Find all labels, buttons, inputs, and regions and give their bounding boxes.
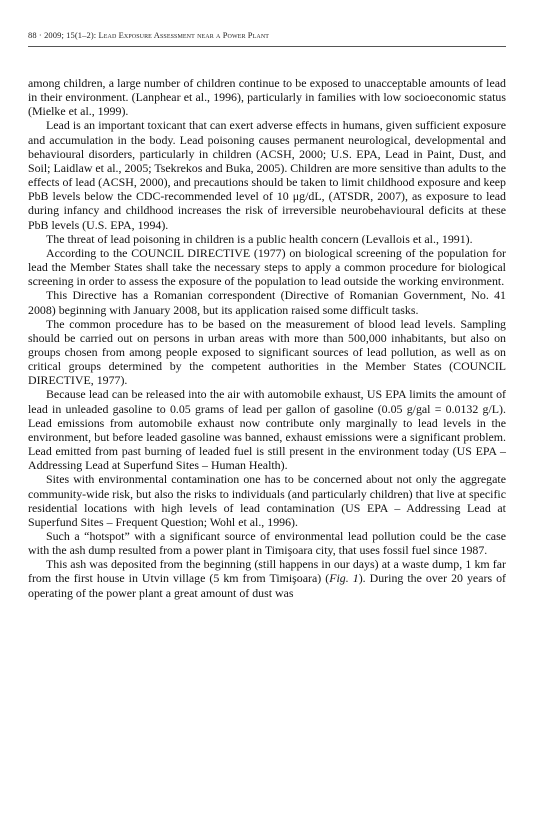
paragraph: According to the COUNCIL DIRECTIVE (1977) on biological screening of the population for lead the Member States shall take the necessary steps to apply a common procedure for biological screening in order to assess the exposure of the population to lead outside the working environment. [28,245,506,289]
running-title: Lead Exposure Assessment near a Power Plant [98,30,270,40]
paragraph-last [28,557,506,599]
paragraph: This Directive has a Romanian correspondent (Directive of Romanian Government, No. 41 2008) beginning with January 2008, but its application raised some difficult tasks. [28,288,506,317]
page-info: 88 · 2009; 15(1–2): [28,30,99,40]
running-head [28,30,508,40]
header-rule [28,46,506,47]
paragraph: The threat of lead poisoning in children is a public health concern (Levallois et al., 1991). [46,231,473,246]
paragraph: Because lead can be released into the air with automobile exhaust, US EPA limits the amount of lead in unleaded gasoline to 0.05 grams of lead per gallon of gasoline (0.05 g/gal = 0.0132 g/L). Lead emissions from automobile exhaust now contribute only marginally to lead levels in the environment, but before leaded gasoline was banned, exhaust emissions were a significant problem. Lead emitted from past burning of leaded fuel is still present in the environment today (US EPA – Addressing Lead at Superfund Sites – Human Health). [28,387,506,473]
paragraph: Lead is an important toxicant that can exert adverse effects in humans, given sufficient exposure and accumulation in the body. Lead poisoning causes permanent neurological, developmental and behavioural disorders, particularly in children (ACSH, 2000; U.S. EPA, Lead in Paint, Dust, and Soil; Laidlaw et al., 2005; Tsekrekos and Buka, 2005). Children are more sensitive than adults to the effects of lead (ACSH, 2000), and precautions should be taken to limit childhood exposure and keep PbB levels below the CDC-recommended level of 10 μg/dL, (ATSDR, 2007), as exposure to lead during infancy and childhood increases the risk of irreversible neurobehavioural deficits at these PbB levels (U.S. EPA, 1994). [28,118,506,232]
article-body [28,76,506,600]
paragraph: Such a “hotspot” with a significant source of environmental lead pollution could be the case with the ash dump resulted from a power plant in Timişoara city, that uses fossil fuel since 1987. [28,529,506,558]
paragraph-text: This ash was deposited from the beginning (still happens in our days) at a waste dump, 1 km far from the first house in Utvin village (5 km from Timişoara) ( [28,557,506,586]
figure-reference[interactable]: Fig. 1 [329,571,359,586]
paragraph: among children, a large number of children continue to be exposed to unacceptable amounts of lead in their environment. (Lanphear et al., 1996), particularly in families with low socioeconomic status (Mielke et al., 1999). [28,76,506,119]
paragraph: The common procedure has to be based on the measurement of blood lead levels. Sampling should be carried out on persons in urban areas with more than 500,000 inhabitants, but also on groups chosen from among people exposed to significant sources of lead pollution, as well as on critical groups determined by the competent authorities in the Member States (COUNCIL DIRECTIVE, 1977). [28,316,506,388]
paragraph: Sites with environmental contamination one has to be concerned about not only the aggregate community-wide risk, but also the risks to individuals (and particularly children) that live at specific residential locations with high levels of lead contamination (US EPA – Addressing Lead at Superfund Sites – Frequent Question; Wohl et al., 1996). [28,472,506,529]
paragraph-text-continued: ). During the over 20 years of operating of the power plant a great amount of dust was [28,571,506,600]
